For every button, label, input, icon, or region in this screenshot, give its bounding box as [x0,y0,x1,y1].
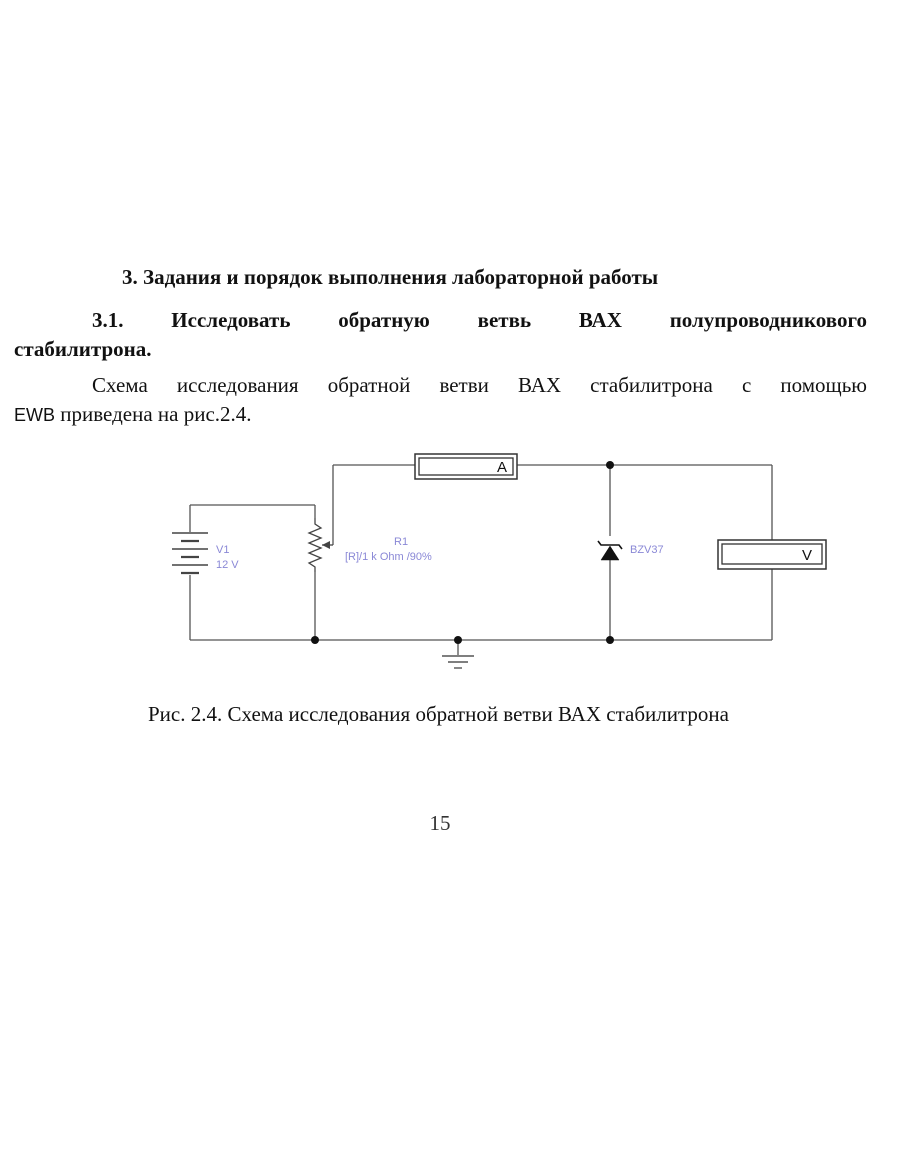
task-heading-line1: 3.1. Исследовать обратную ветвь ВАХ полупроводникового [92,308,867,332]
paragraph-ewb: EWB [14,405,56,425]
circuit-diagram [0,440,910,680]
node [311,636,319,644]
battery-icon [172,533,208,573]
paragraph-line1: Схема исследования обратной ветви ВАХ стабилитрона с помощью [92,373,867,397]
source-value: 12 V [216,559,239,571]
zener-diode-icon [598,541,622,560]
task-heading [14,306,867,364]
wires [190,465,772,655]
resistor-value: [R]/1 k Ohm /90% [345,551,432,563]
node [454,636,462,644]
page-number: 15 [429,811,451,835]
source-name: V1 [216,544,230,556]
paragraph-line2 [14,400,867,430]
resistor-name: R1 [394,536,409,548]
node [606,636,614,644]
task-heading-line2: стабилитрона. [14,337,152,361]
figure-caption: Рис. 2.4. Схема исследования обратной ветви ВАХ стабилитрона [148,702,729,726]
section-heading: 3. Задания и порядок выполнения лабораторной работы [122,265,659,289]
ground-icon [442,656,474,668]
node [606,461,614,469]
diode-name: BZV37 [630,544,664,556]
paragraph-line2-rest: приведена на рис.2.4. [55,402,252,426]
ammeter-label: A [497,459,508,476]
potentiometer-icon [309,518,321,572]
voltmeter-label: V [802,547,813,564]
body-paragraph [14,371,867,430]
